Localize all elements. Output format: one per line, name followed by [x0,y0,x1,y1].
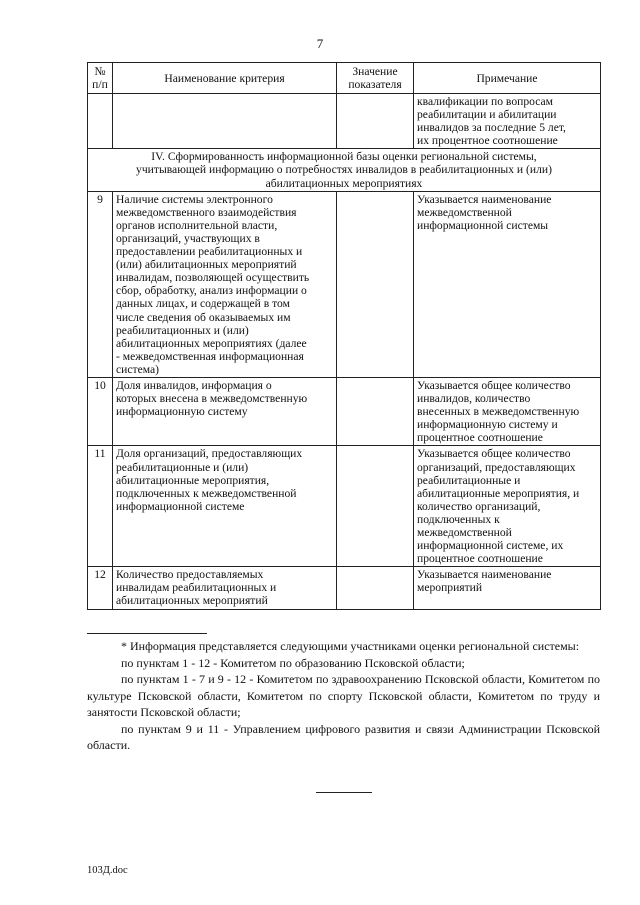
footnote-item: по пунктам 9 и 11 - Управлением цифрового развития и связи Администрации Псковской области. [87,721,600,752]
cell-value [337,567,414,609]
cell-criterion: Количество предоставляемых инвалидам реабилитационных и абилитационных мероприятий [113,567,337,609]
table-header-row [88,63,601,94]
cell-criterion: Наличие системы электронного межведомственного взаимодействия органов исполнительной власти, организаций, участвующих в предоставлении реабилитационных и (или) абилитационных мероприятий инвалидам, позволяющей осуществить сбор, обработку, анализ информации о данных лицах, и содержащей в том числе сведения об оказываемых им реабилитационных и (или) абилитационных мероприятиях (далее - межведомственная информационная система) [113,191,337,377]
footnote-item: по пунктам 1 - 12 - Комитетом по образованию Псковской области; [121,655,465,670]
cell-value [337,377,414,445]
cell-num: 9 [88,191,113,377]
header-note: Примечание [414,63,601,94]
table-row [88,446,601,567]
cell-criterion [113,94,337,149]
cell-note: Указывается общее количество инвалидов, количество внесенных в межведомственную информационную систему и процентное соотношение [414,377,601,445]
cell-num: 12 [88,567,113,609]
header-value: Значение показателя [337,63,414,94]
table-row-continued [88,94,601,149]
table-row [88,191,601,377]
criteria-table [87,62,601,610]
cell-note: Указывается наименование мероприятий [414,567,601,609]
section-title: IV. Сформированность информационной базы оценки региональной системы, учитывающей информацию о потребностях инвалидов в реабилитационных и (или) абилитационных мероприятиях [88,149,601,191]
page-number: 7 [316,36,324,51]
cell-num: 10 [88,377,113,445]
cell-criterion: Доля организаций, предоставляющих реабилитационные и (или) абилитационные мероприятия, подключенных к межведомственной информационной системе [113,446,337,567]
file-label: 103Д.doc [87,865,128,876]
cell-value [337,446,414,567]
table-row [88,377,601,445]
cell-note: Указывается наименование межведомственной информационной системы [414,191,601,377]
footnote-intro: * Информация представляется следующими участниками оценки региональной системы: [121,639,580,653]
cell-note: Указывается общее количество организаций, предоставляющих реабилитационные и абилитационные мероприятия, и количество организаций, подключенных к межведомственной информационной системе, их процентное соотношение [414,446,601,567]
footnote [87,638,600,754]
cell-num [88,94,113,149]
footnote-item: по пунктам 1 - 7 и 9 - 12 - Комитетом по здравоохранению Псковской области, Комитетом по культуре Псковской области, Комитетом по спорту Псковской области, Комитетом по труду и занятости Псковской области; [87,672,600,719]
cell-value [337,191,414,377]
cell-num: 11 [88,446,113,567]
table-section-row [88,149,601,191]
cell-note: квалификации по вопросам реабилитации и абилитации инвалидов за последние 5 лет, их процентное соотношение [414,94,601,149]
cell-value [337,94,414,149]
table-row [88,567,601,609]
header-num: № п/п [88,63,113,94]
header-criterion: Наименование критерия [113,63,337,94]
end-divider [316,792,372,793]
footnote-divider [87,633,207,634]
cell-criterion: Доля инвалидов, информация о которых внесена в межведомственную информационную систему [113,377,337,445]
